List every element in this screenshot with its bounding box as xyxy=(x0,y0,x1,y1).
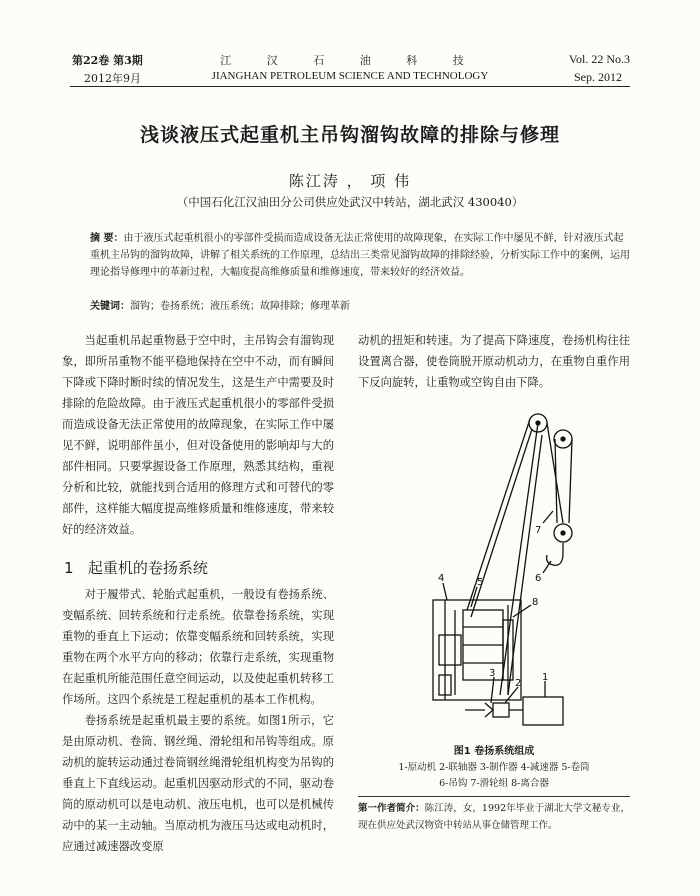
leader-6 xyxy=(543,561,551,573)
right-column-paragraph: 动机的扭矩和转速。为了提高下降速度，卷扬机构往往设置离合器，使卷筒脱开原动机动力，在重物自重作用下反向旋转，让重物或空钩自由下降。 xyxy=(358,334,630,389)
figure-legend-line-1: 1-原动机 2-联轴器 3-制作器 4-减速器 5-卷筒 xyxy=(398,762,590,773)
header-rule xyxy=(70,86,630,87)
boom-left-line xyxy=(500,423,538,695)
paper-title: 浅谈液压式起重机主吊钩溜钩故障的排除与修理 xyxy=(139,124,560,146)
header-date-en: Sep. 2012 xyxy=(574,70,622,84)
keywords-text: 溜钩；卷扬系统；液压系统；故障排除；修理革新 xyxy=(130,301,350,312)
section-heading xyxy=(64,557,208,578)
gear-block xyxy=(439,635,461,665)
brake-symbol xyxy=(485,703,493,717)
label-7: 7 xyxy=(535,525,542,536)
label-4: 4 xyxy=(438,573,445,584)
keywords xyxy=(90,298,630,315)
footnote-rule xyxy=(358,796,630,797)
header-volume-en: Vol. 22 No.3 xyxy=(568,52,630,66)
intro-paragraph: 当起重机吊起重物悬于空中时，主吊钩会有溜钩现象，即所吊重物不能平稳地保持在空中不动，而有瞬间下降或下降时断时续的情况发生，这是生产中需要及时排除的危险故障。由于液压式起重机很小的零部件受损而造成设备无法正常使用的故障现象，在实际工作中屡见不鲜，说明部件虽小，但对设备使用的影响却与大的部件相同。只要掌握设备工作原理，熟悉其结构，重视分析和比较，就能找到合适用的修理方式和可替代的零部件，这样能大幅度提高维修质量和维修速度，带来较好的经济效益。 xyxy=(62,334,334,536)
leader-7 xyxy=(543,511,553,523)
abstract-text: 由于液压式起重机很小的零部件受损而造成设备无法正常使用的故障现象，在实际工作中屡见不鲜，针对液压式起重机主吊钩的溜钩故障，讲解了相关系统的工作原理，总结出三类常见溜钩故障的排除经验，分析实际工作中的案例，运用理论指导修理中的革新过程，大幅度提高维修质量和维修速度，带来较好的经济效益。 xyxy=(90,233,630,278)
label-3: 3 xyxy=(489,668,496,679)
prime-mover xyxy=(523,697,563,725)
section-number: 1 xyxy=(64,559,74,577)
coupling xyxy=(493,703,509,717)
top-sheave-1-hub xyxy=(536,421,540,425)
figure-caption-legend xyxy=(358,760,630,792)
header-journal-cn: 江 汉 石 油 科 技 xyxy=(220,54,480,67)
section1-para2: 卷扬系统是起重机最主要的系统。如图1所示，它是由原动机、卷筒、钢丝绳、滑轮组和吊钩等组成。原动机的旋转运动通过卷筒钢丝绳滑轮组机构变为吊钩的垂直上下直线运动。起重机因驱动形式的不同，驱动卷筒的原动机可以是电动机、液压电机，也可以是机械传动中的某一主动轴。当原动机为液压马达或电动机时，应通过减速器改变原 xyxy=(62,714,334,853)
header-date-cn: 2012年9月 xyxy=(84,72,141,85)
label-5: 5 xyxy=(477,577,484,588)
label-2: 2 xyxy=(515,678,522,689)
rope-drop-3 xyxy=(569,439,572,523)
authors: 陈江涛 ， 项 伟 xyxy=(288,172,412,190)
abstract-label: 摘 要： xyxy=(90,233,124,244)
header-volume-cn: 第22卷 第3期 xyxy=(72,54,143,67)
top-sheave-2-hub xyxy=(561,437,565,441)
footnote-text: 陈江涛，女，1992年毕业于湖北大学文秘专业，现在供应处武汉物资中转站从事仓储管理工作。 xyxy=(358,803,630,831)
footnote-label: 第一作者简介： xyxy=(358,803,425,814)
label-6: 6 xyxy=(535,573,542,584)
header-journal-en: JIANGHAN PETROLEUM SCIENCE AND TECHNOLOGY xyxy=(211,70,489,82)
rope-lower xyxy=(471,429,532,617)
affiliation: （中国石化江汉油田分公司供应处武汉中转站，湖北武汉 430040） xyxy=(176,195,524,209)
hoist-system-diagram xyxy=(405,395,605,735)
leader-3 xyxy=(491,677,494,703)
keywords-label: 关键词： xyxy=(90,301,130,312)
figure-caption-title: 图1 卷扬系统组成 xyxy=(453,746,535,757)
hook-block-hub xyxy=(561,531,565,535)
leader-8 xyxy=(513,605,531,617)
label-1: 1 xyxy=(542,672,549,683)
hook-shape xyxy=(547,543,563,565)
intro-column xyxy=(62,330,334,540)
footnote xyxy=(358,800,630,834)
section1-para1: 对于履带式、轮胎式起重机，一般设有卷扬系统、变幅系统、回转系统和行走系统。依靠卷扬系统，实现重物的垂直上下运动；依靠变幅系统和回转系统，实现重物在两个水平方向的移动；依靠行走系统，实现重物在起重机所能范围任意空间运动，以及使起重机转移工作场所。这四个系统是工程起重机的基本工作机构。 xyxy=(62,588,334,706)
section-title: 起重机的卷扬系统 xyxy=(87,559,208,577)
leader-4 xyxy=(443,583,447,600)
figure-legend-line-2: 6-吊钩 7-滑轮组 8-离合器 xyxy=(439,778,549,789)
right-column-text xyxy=(358,330,630,393)
label-8: 8 xyxy=(532,597,539,608)
abstract xyxy=(90,230,630,281)
section1-body xyxy=(62,584,334,857)
